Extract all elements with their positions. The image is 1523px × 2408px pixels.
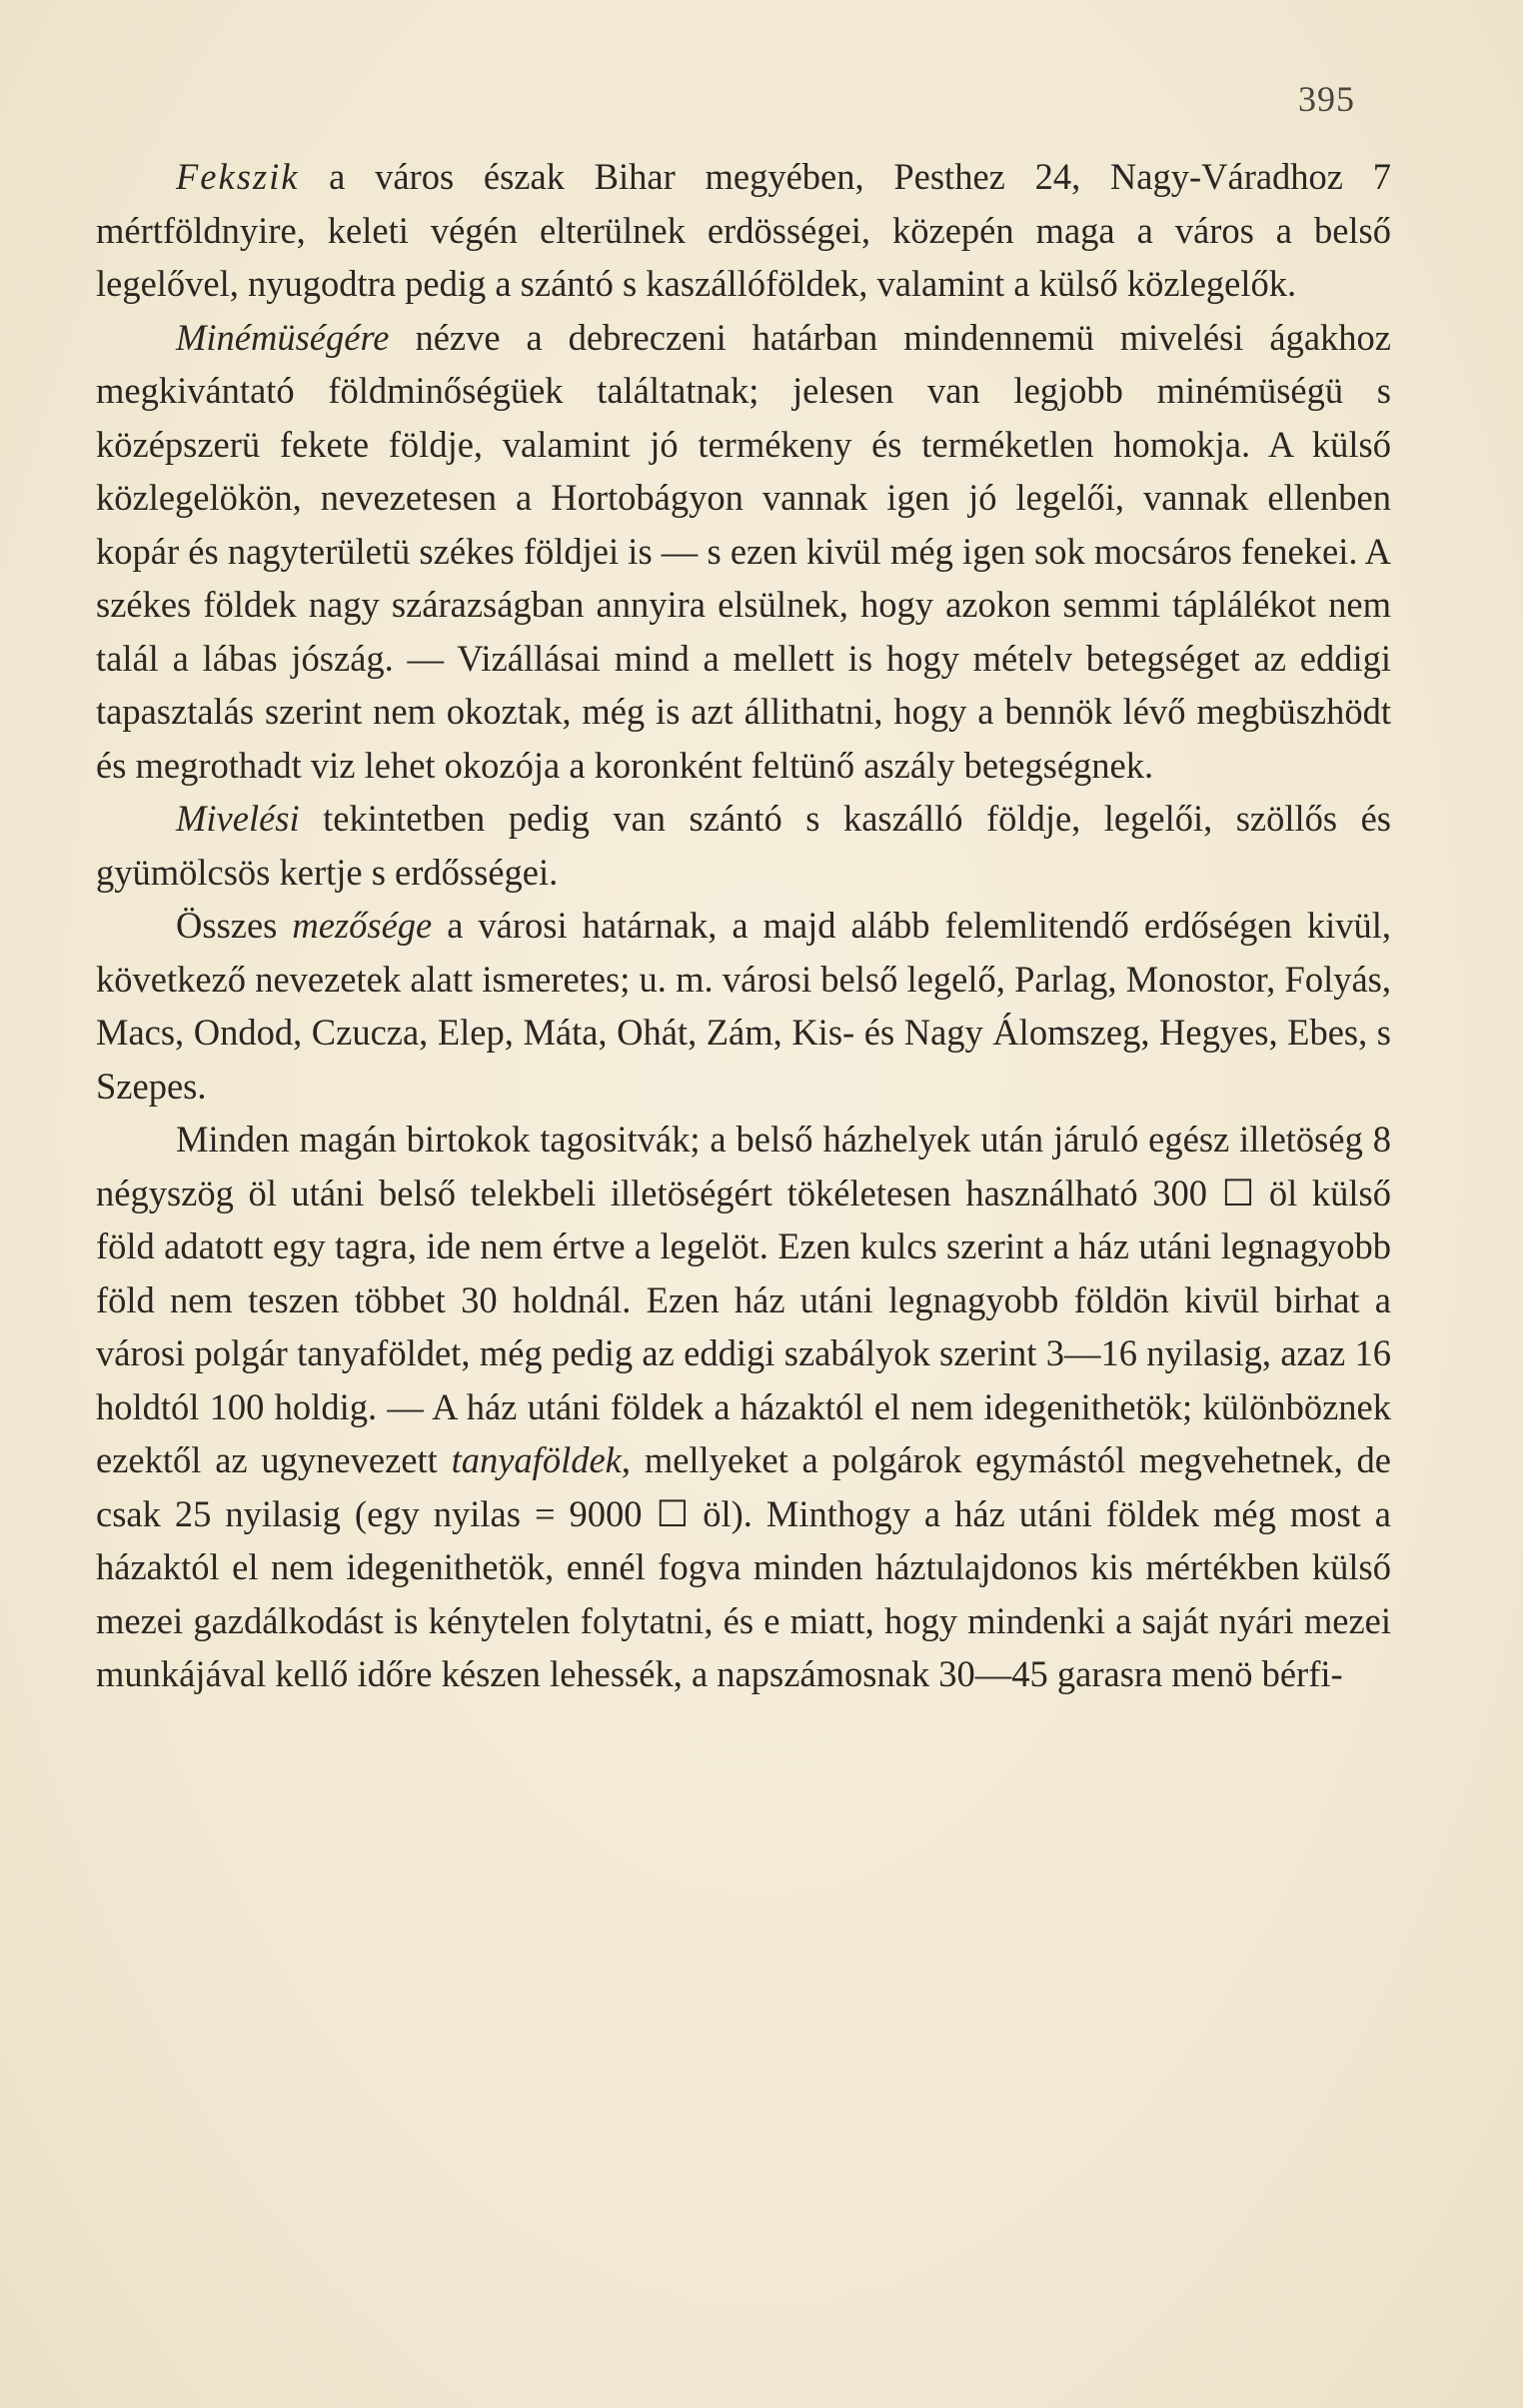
paragraph-location (96, 150, 1391, 311)
paragraph-fields (96, 899, 1391, 1113)
paragraph-pre: Összes (176, 905, 293, 946)
paragraph-estates (96, 1113, 1391, 1701)
paragraph-text: tekintetben pedig van szántó s kaszálló földje, legelői, szöllős és gyümölcsös kertje s erdősségei. (96, 798, 1391, 893)
paragraph-text: a városi határnak, a majd alább felemlitendő erdőségen kivül, következő nevezetek alatt ismeretes; u. m. városi belső legelő, Parlag, Monostor, Folyás, Macs, Ondod, Czucza, Elep, Máta, Ohát, Zám, Kis- és Nagy Álomszeg, Hegyes, Ebes, s Szepes. (96, 905, 1391, 1107)
paragraph-lead: Mivelési (176, 798, 300, 839)
paragraph-soil-quality (96, 311, 1391, 793)
paragraph-text: nézve a debreczeni határban mindennemü mivelési ágakhoz megkivántató földminőségüek találtatnak; jelesen van legjobb minémüségü s középszerü fekete földje, valamint jó termékeny és terméketlen homokja. A külső közlegelökön, nevezetesen a Hortobágyon vannak igen jó legelői, vannak ellenben kopár és nagyterületü székes földjei is — s ezen kivül még igen sok mocsáros fenekei. A székes földek nagy szárazságban annyira elsülnek, hogy azokon semmi táplálékot nem talál a lábas jószág. — Vizállásai mind a mellett is hogy mételv betegséget az eddigi tapasztalás szerint nem okoztak, még is azt állithatni, hogy a bennök lévő megbüszhödt és megrothadt viz lehet okozója a koronként feltünő aszály betegségnek. (96, 316, 1391, 786)
body-text (96, 150, 1391, 1701)
paragraph-text: a város észak Bihar megyében, Pesthez 24, Nagy-Váradhoz 7 mértföldnyire, keleti végén elterülnek erdösségei, közepén maga a város a belső legelővel, nyugodtra pedig a szántó s kaszállóföldek, valamint a külső közlegelők. (96, 156, 1391, 304)
paragraph-cultivation (96, 792, 1391, 899)
paragraph-text-continued: , mellyeket a polgárok egymástól megvehetnek, de csak 25 nyilasig (egy nyilas = 9000 ☐ öl). Minthogy a ház utáni földek még most a házaktól el nem idegenithetök, ennél fogva minden háztulajdonos kis mértékben külső mezei gazdálkodást is kénytelen folytatni, és e miatt, hogy mindenki a saját nyári mezei munkájával kellő időre készen lehessék, a napszámosnak 30—45 garasra menö bérfi- (96, 1439, 1391, 1694)
paragraph-text: Minden magán birtokok tagositvák; a belső házhelyek után járuló egész illetöség 8 négyszög öl utáni belső telekbeli illetöségért tökéletesen használható 300 ☐ öl külső föld adatott egy tagra, ide nem értve a legelöt. Ezen kulcs szerint a ház utáni legnagyobb föld nem teszen többet 30 holdnál. Ezen ház utáni legnagyobb földön kivül birhat a városi polgár tanyaföldet, még pedig az eddigi szabályok szerint 3—16 nyilasig, azaz 16 holdtól 100 holdig. — A ház utáni földek a házaktól el nem idegenithetök; különböznek ezektől az ugynevezett (96, 1119, 1391, 1480)
paragraph-lead: Fekszik (176, 156, 300, 197)
page-number: 395 (1298, 79, 1355, 119)
paragraph-emphasis: tanyaföldek (451, 1439, 622, 1480)
paragraph-lead: mezősége (292, 905, 433, 946)
paragraph-lead: Minémüségére (176, 316, 390, 358)
